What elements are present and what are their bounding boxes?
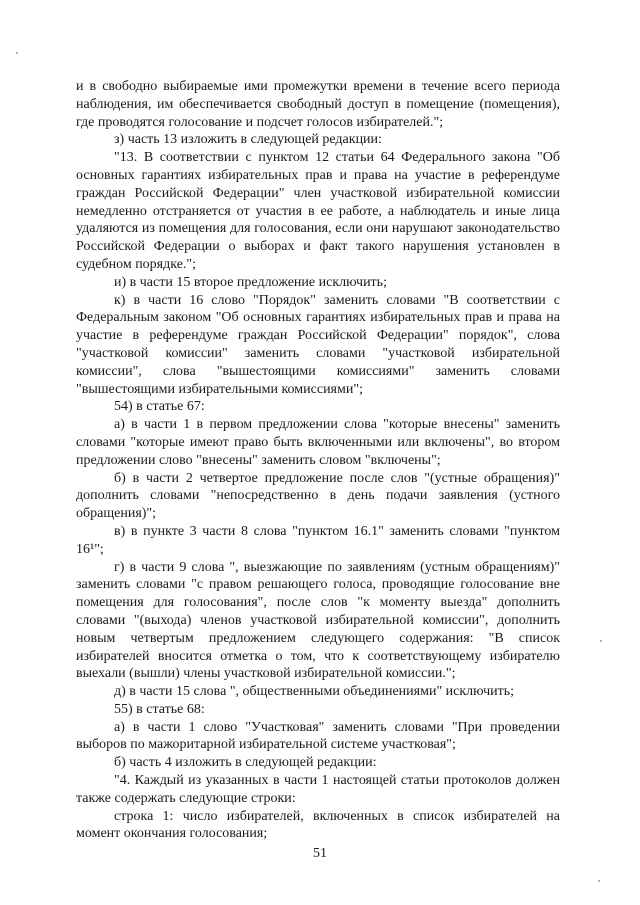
scan-speck — [600, 640, 602, 642]
page-number: 51 — [313, 846, 327, 861]
paragraph: б) часть 4 изложить в следующей редакции: — [114, 755, 377, 771]
paragraph: к) в части 16 слово "Порядок" заменить словами "В соответствии с Федеральным законом "Об основных гарантиях избирательных прав и права на участие в референдуме граждан Российской Федерации" порядок", слова "участковой комиссии" заменить словами "участковой избирательной комиссии", слова "вышестоящими комиссиями" заменить словами "вышестоящими избирательными комиссиями"; — [76, 292, 560, 397]
paragraph: г) в части 9 слова ", выезжающие по заявлениям (устным обращениям)" заменить словами "с правом решающего голоса, проводящие голосование вне помещения для голосования", после слов "к моменту выезда" дополнить словами "(выхода) членов участковой избирательной комиссии", дополнить новым четвертым предложением следующего содержания: "В список избирателей вносится отметка о том, что к соответствующему избирателю выехали (вышли) члены участковой избирательной комиссии."; — [76, 559, 560, 682]
paragraph: и) в части 15 второе предложение исключить; — [114, 274, 387, 290]
paragraph: а) в части 1 слово "Участковая" заменить словами "При проведении выборов по мажоритарной избирательной системе участковая"; — [76, 719, 560, 753]
paragraph: и в свободно выбираемые ими промежутки времени в течение всего периода наблюдения, им обеспечивается свободный доступ в помещение (помещения), где проводятся голосование и подсчет голосов избирателей."; — [76, 79, 560, 130]
paragraph: строка 1: число избирателей, включенных в список избирателей на момент окончания голосования; — [76, 808, 560, 842]
paragraph: а) в части 1 в первом предложении слова "которые внесены" заменить словами "которые имеют право быть включенными или включены", во втором предложении слово "внесены" заменить словом "включены"; — [76, 417, 560, 468]
paragraph: в) в пункте 3 части 8 слова "пунктом 16.1" заменить словами "пунктом 16¹"; — [76, 523, 560, 557]
paragraph: "4. Каждый из указанных в части 1 настоящей статьи протоколов должен также содержать следующие строки: — [76, 773, 560, 806]
paragraph: 54) в статье 67: — [114, 399, 205, 415]
scan-speck — [16, 52, 18, 54]
scan-speck — [598, 880, 600, 882]
paragraph: "13. В соответствии с пунктом 12 статьи 64 Федерального закона "Об основных гарантиях избирательных прав и права на участие в референдуме граждан Российской Федерации" член участковой избирательной комиссии немедленно отстраняется от участия в ее работе, а наблюдатель и иные лица удаляются из помещения для голосования, если они нарушают законодательство Российской Федерации о выборах и факт такого нарушения установлен в судебном порядке."; — [76, 150, 560, 272]
paragraph: 55) в статье 68: — [114, 701, 205, 717]
document-body — [76, 78, 560, 843]
paragraph: д) в части 15 слова ", общественными объединениями" исключить; — [114, 684, 515, 700]
paragraph: б) в части 2 четвертое предложение после слов "(устные обращения)" дополнить словами "непосредственно в день подачи заявления (устного обращения)"; — [76, 470, 560, 522]
paragraph: з) часть 13 изложить в следующей редакции: — [114, 132, 382, 148]
